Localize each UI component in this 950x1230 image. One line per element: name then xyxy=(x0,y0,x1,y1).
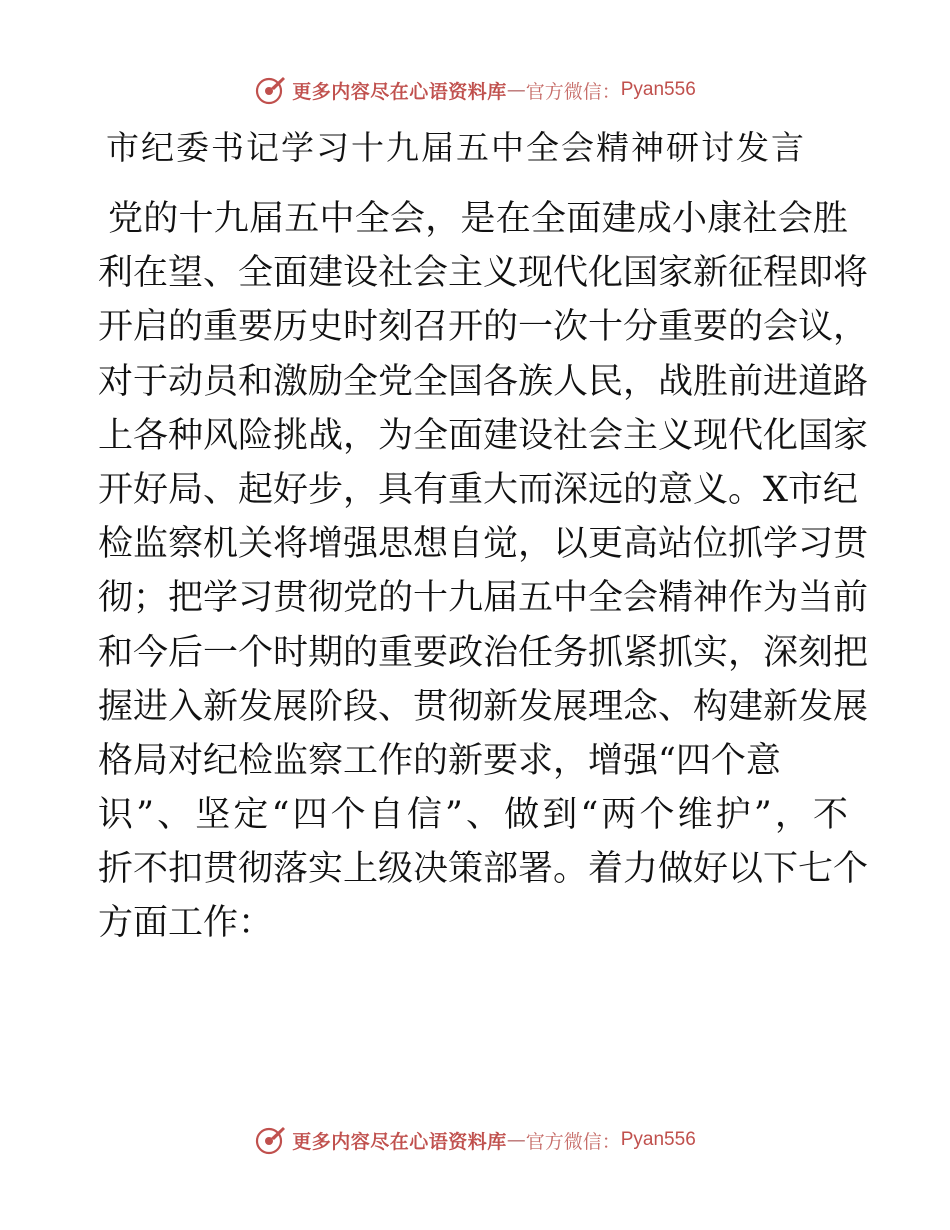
watermark-wechat-id: Pyan556 xyxy=(620,79,696,100)
watermark-wechat-id: Pyan556 xyxy=(620,1129,696,1150)
watermark-separator: — xyxy=(506,1129,526,1151)
watermark-brand: 更多内容尽在心语资料库 xyxy=(292,80,507,103)
footer-watermark xyxy=(0,1120,950,1160)
body-line: 方面工作： xyxy=(98,903,274,944)
body-line: 对于动员和激励全党全国各族人民，战胜前进道路 xyxy=(98,361,869,402)
body-line: 和今后一个时期的重要政治任务抓紧抓实，深刻把 xyxy=(98,632,869,673)
body-line: 格局对纪检监察工作的新要求，增强“四个意 xyxy=(98,740,781,781)
body-line: 开启的重要历史时刻召开的一次十分重要的会议， xyxy=(98,307,869,348)
body-line: 折不扣贯彻落实上级决策部署。着力做好以下七个 xyxy=(98,849,869,890)
header-watermark xyxy=(0,70,950,110)
body-line: 党的十九届五中全会，是在全面建成小康社会胜 xyxy=(108,199,848,239)
body-line: 开好局、起好步，具有重大而深远的意义。X市纪 xyxy=(98,469,858,510)
body-line: 上各种风险挑战，为全面建设社会主义现代化国家 xyxy=(98,415,869,456)
pen-nib-circle-icon xyxy=(254,1124,286,1156)
watermark-separator: — xyxy=(506,79,526,101)
body-line: 握进入新发展阶段、贯彻新发展理念、构建新发展 xyxy=(98,686,869,727)
watermark-label: 官方微信： xyxy=(525,1130,621,1153)
document-body xyxy=(98,192,869,951)
watermark-label: 官方微信： xyxy=(525,80,621,103)
body-line: 检监察机关将增强思想自觉，以更高站位抓学习贯 xyxy=(98,524,869,565)
document-title: 市纪委书记学习十九届五中全会精神研讨发言 xyxy=(106,128,806,167)
pen-nib-circle-icon xyxy=(254,74,286,106)
body-line: 彻；把学习贯彻党的十九届五中全会精神作为当前 xyxy=(98,578,869,619)
watermark-brand: 更多内容尽在心语资料库 xyxy=(292,1130,507,1153)
body-line: 利在望、全面建设社会主义现代化国家新征程即将 xyxy=(98,253,869,294)
body-line: 识”、坚定“四个自信”、做到“两个维护”，不 xyxy=(98,795,848,836)
